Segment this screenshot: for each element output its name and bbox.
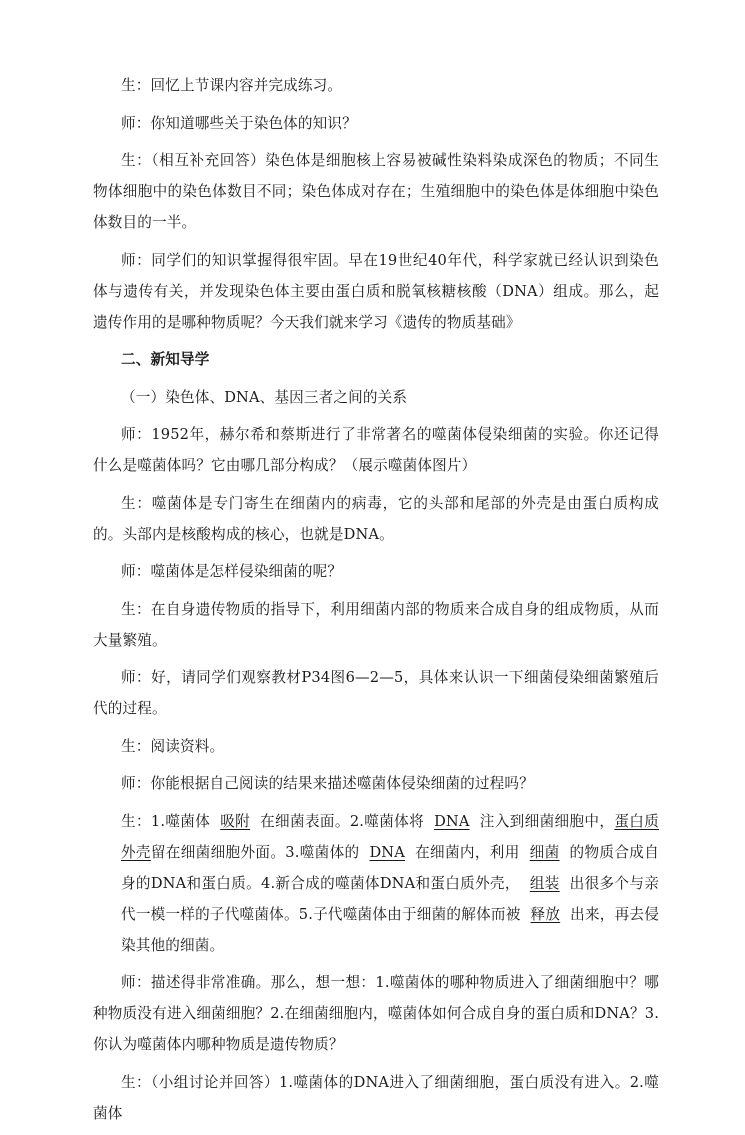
underlined-answer: 蛋白质外壳 — [121, 812, 659, 861]
paragraph: 生：噬菌体是专门寄生在细菌内的病毒，它的头部和尾部的外壳是由蛋白质构成的。头部内是核酸构成的核心，也就是DNA。 — [93, 494, 659, 543]
paragraph: 生：在自身遗传物质的指导下，利用细菌内部的物质来合成自身的组成物质，从而大量繁殖。 — [93, 600, 659, 649]
blank-answer: DNA — [434, 812, 470, 830]
blank-answer: 吸附 — [220, 812, 251, 830]
text-span: 在细菌内，利用 — [414, 843, 520, 861]
text-span: 留在细菌细胞外面。3.噬菌体的 — [150, 843, 360, 861]
paragraph: 生：（相互补充回答）染色体是细胞核上容易被碱性染料染成深色的物质；不同生物体细胞中的染色体数目不同；染色体成对存在；生殖细胞中的染色体是体细胞中染色体数目的一半。 — [93, 152, 659, 231]
paragraph: 师：噬菌体是怎样侵染细菌的呢？ — [121, 563, 343, 580]
text-span: 注入到细菌细胞中， — [479, 812, 615, 830]
paragraph: 师：好，请同学们观察教材P34图6—2—5，具体来认识一下细菌侵染细菌繁殖后代的过程。 — [93, 669, 659, 717]
paragraph: 师：1952年，赫尔希和蔡斯进行了非常著名的噬菌体侵染细菌的实验。你还记得什么是噬菌体吗？它由哪几部分构成？（展示噬菌体图片） — [93, 426, 659, 474]
text-span: 出来，再去侵染其他的细菌。 — [121, 905, 659, 954]
fill-in-paragraph — [93, 806, 659, 961]
blank-answer: 释放 — [530, 905, 561, 923]
text-span: 出很多个与亲代一模一样的子代噬菌体。5.子代噬菌体由于细菌的解体而被 — [121, 874, 659, 923]
paragraph: 师：同学们的知识掌握得很牢固。早在19世纪40年代，科学家就已经认识到染色体与遗传有关，并发现染色体主要由蛋白质和脱氧核糖核酸（DNA）组成。那么，起遗传作用的是哪种物质呢？今天我们就来学习《遗传的物质基础》 — [93, 251, 659, 331]
blank-answer: 组装 — [529, 874, 560, 892]
paragraph: 师：描述得非常准确。那么，想一想：1.噬菌体的哪种物质进入了细菌细胞中？哪种物质没有进入细菌细胞？2.在细菌细胞内，噬菌体如何合成自身的蛋白质和DNA？3.你认为噬菌体内哪种物质是遗传物质？ — [93, 974, 659, 1053]
blank-answer: 细菌 — [529, 843, 560, 861]
text-span: 的物质合成自身的DNA和蛋白质。4.新合成的噬菌体DNA和蛋白质外壳， — [121, 843, 659, 892]
text-span: 生：1.噬菌体 — [121, 812, 211, 830]
paragraph: 生：回忆上节课内容并完成练习。 — [121, 77, 343, 94]
subsection-heading: （一）染色体、DNA、基因三者之间的关系 — [121, 388, 408, 406]
blank-answer: DNA — [369, 843, 405, 861]
text-span: 在细菌表面。2.噬菌体将 — [260, 812, 425, 830]
section-heading: 二、新知导学 — [121, 351, 210, 368]
paragraph: 生：（小组讨论并回答）1.噬菌体的DNA进入了细菌细胞，蛋白质没有进入。2.噬菌体 — [93, 1073, 659, 1122]
paragraph: 生：阅读资料。 — [121, 737, 225, 755]
document-page — [93, 70, 659, 1135]
paragraph: 师：你能根据自己阅读的结果来描述噬菌体侵染细菌的过程吗？ — [121, 775, 534, 792]
paragraph: 师：你知道哪些关于染色体的知识？ — [121, 114, 357, 132]
